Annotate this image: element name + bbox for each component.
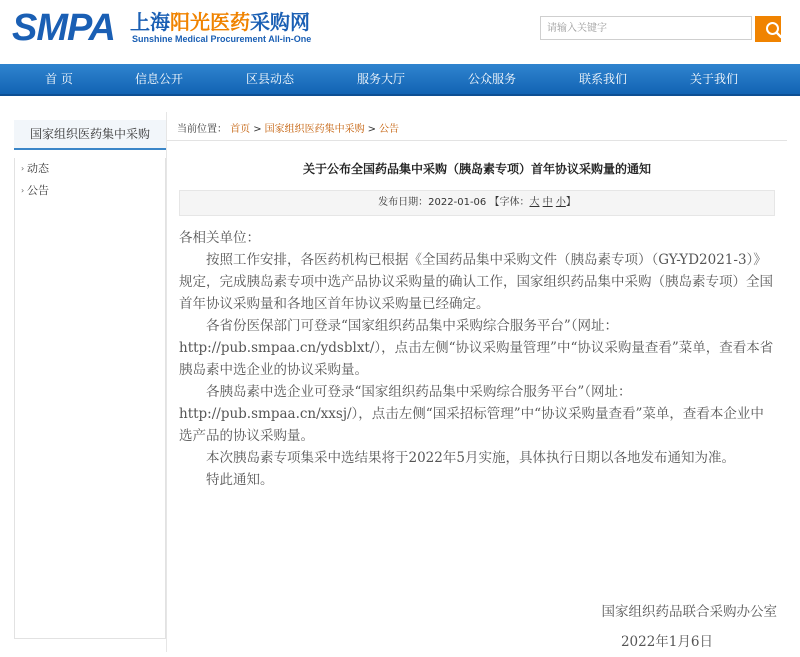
main-nav <box>0 64 800 96</box>
breadcrumb-current[interactable]: 公告 <box>378 124 399 135</box>
sidebar-item-notice[interactable] <box>15 180 165 202</box>
main-content <box>166 112 787 652</box>
sidebar-item-label: 公告 <box>27 184 49 197</box>
breadcrumb-divider <box>167 140 787 141</box>
salutation: 各相关单位： <box>179 230 260 246</box>
signature-org: 国家组织药品联合采购办公室 <box>601 604 777 620</box>
sidebar <box>14 120 166 639</box>
logo-cn-part2: 阳光医药 <box>170 10 250 34</box>
bullet-icon: › <box>21 164 25 173</box>
nav-item-home[interactable]: 首 页 <box>45 72 73 86</box>
nav-item-info[interactable]: 信息公开 <box>134 72 183 86</box>
nav-item-district[interactable]: 区县动态 <box>245 72 294 86</box>
article-body <box>179 227 775 491</box>
paragraph: 特此通知。 <box>206 472 274 488</box>
logo-cn-part1: 上海 <box>130 10 170 34</box>
breadcrumb-category[interactable]: 国家组织医药集中采购 <box>264 124 365 135</box>
sidebar-list <box>15 158 165 202</box>
paragraph: 按照工作安排，各医药机构已根据《全国药品集中采购文件（胰岛素专项）（GY-YD2021-3）》规定，完成胰岛素专项中选产品协议采购量的确认工作，国家组织药品集中采购（胰岛素专项）全国首年协议采购量和各地区首年协议采购量已经确定。 <box>179 252 773 312</box>
sidebar-item-label: 动态 <box>27 162 49 175</box>
nav-item-contact[interactable]: 联系我们 <box>578 72 627 86</box>
font-size-large[interactable]: 大 <box>529 197 540 208</box>
breadcrumb <box>177 120 399 135</box>
nav-item-about[interactable]: 关于我们 <box>689 72 738 86</box>
bullet-icon: › <box>21 186 25 195</box>
font-size-close: 】 <box>565 197 576 208</box>
logo-mark: SMPA <box>12 7 115 49</box>
sidebar-box <box>14 158 166 639</box>
font-size-medium[interactable]: 中 <box>542 197 553 208</box>
publish-date: 发布日期：2022-01-06 <box>378 197 487 208</box>
sidebar-title: 国家组织医药集中采购 <box>14 120 166 150</box>
font-size-label: 【字体： <box>489 197 530 208</box>
site-header <box>0 0 800 64</box>
nav-item-public-service[interactable]: 公众服务 <box>467 72 516 86</box>
article-title: 关于公布全国药品集中采购（胰岛素专项）首年协议采购量的通知 <box>302 162 651 176</box>
search-input[interactable] <box>540 16 752 40</box>
search-icon <box>761 17 787 43</box>
nav-item-service-hall[interactable]: 服务大厅 <box>356 72 405 86</box>
logo-cn-text <box>130 10 310 34</box>
signature-date: 2022年1月6日 <box>620 634 713 650</box>
paragraph: 各胰岛素中选企业可登录“国家组织药品集中采购综合服务平台”（网址：http://pub.smpaa.cn/xxsj/），点击左侧“国采招标管理”中“协议采购量查看”菜单，查看本企业中选产品的协议采购量。 <box>179 384 764 444</box>
search-button[interactable] <box>755 16 781 42</box>
signature-block <box>602 597 778 657</box>
article-meta <box>179 190 775 216</box>
breadcrumb-prefix: 当前位置： <box>177 124 227 135</box>
font-size-small[interactable]: 小 <box>555 197 566 208</box>
breadcrumb-home[interactable]: 首页 <box>230 124 251 135</box>
breadcrumb-separator: > <box>253 124 262 135</box>
logo-cn-part3: 采购网 <box>250 10 310 34</box>
paragraph: 本次胰岛素专项集采中选结果将于2022年5月实施，具体执行日期以各地发布通知为准。 <box>206 450 735 466</box>
paragraph: 各省份医保部门可登录“国家组织药品集中采购综合服务平台”（网址：http://pub.smpaa.cn/ydsblxt/），点击左侧“协议采购量管理”中“协议采购量查看”菜单，查看本省胰岛素中选企业的协议采购量。 <box>179 318 774 378</box>
sidebar-item-news[interactable] <box>15 158 165 180</box>
breadcrumb-separator: > <box>367 124 376 135</box>
logo-en-text: Sunshine Medical Procurement All-in-One <box>132 34 312 44</box>
